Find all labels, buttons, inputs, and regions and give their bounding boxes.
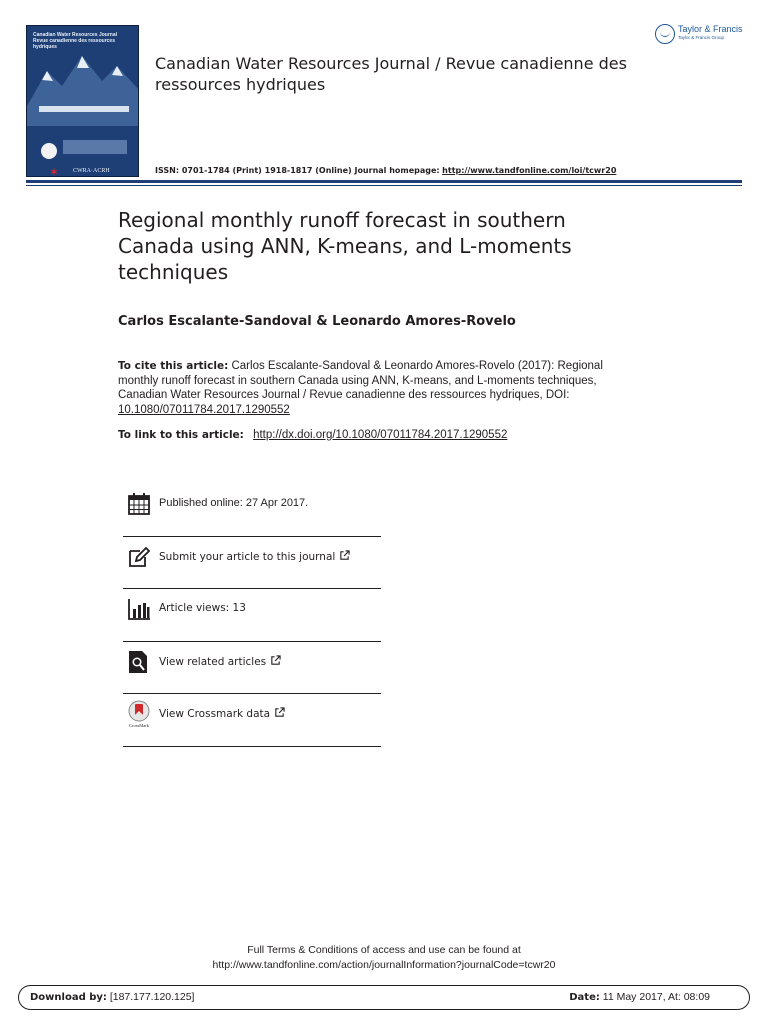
download-info-bar xyxy=(18,985,750,1010)
download-date xyxy=(569,991,710,1003)
date-value: 11 May 2017, At: 08:09 xyxy=(602,991,710,1003)
issn-line xyxy=(155,166,616,175)
publisher-group: Taylor & Francis Group xyxy=(678,35,725,40)
header-divider-thin xyxy=(26,185,742,186)
crossmark-row[interactable] xyxy=(123,694,381,747)
calendar-icon xyxy=(127,492,151,516)
search-document-icon xyxy=(127,650,151,674)
terms-notice xyxy=(0,943,768,973)
external-link-icon xyxy=(339,550,350,561)
submit-article-row[interactable] xyxy=(123,537,381,590)
taylor-francis-logo[interactable] xyxy=(655,22,750,48)
article-title: Regional monthly runoff forecast in southern Canada using ANN, K-means, and L-moments techniques xyxy=(118,208,572,284)
journal-homepage-link[interactable]: http://www.tandfonline.com/loi/tcwr20 xyxy=(442,166,617,175)
citation-text: Carlos Escalante-Sandoval & Leonardo Amores-Rovelo (2017): Regional monthly runoff forecast in southern Canada using ANN, K-means, and L-moments techniques, Canadian Water Resources Journal / Revue canadienne des ressources hydriques, DOI: xyxy=(118,360,603,401)
cover-box xyxy=(63,140,127,154)
terms-url[interactable]: http://www.tandfonline.com/action/journalInformation?journalCode=tcwr20 xyxy=(212,959,556,971)
external-link-icon xyxy=(274,707,285,718)
citation-label: To cite this article: xyxy=(118,360,229,372)
article-views-count: Article views: 13 xyxy=(159,602,246,614)
svg-text:CrossMark: CrossMark xyxy=(129,723,149,728)
published-date: Published online: 27 Apr 2017. xyxy=(159,497,309,509)
issn-text: ISSN: 0701-1784 (Print) 1918-1817 (Online) Journal homepage: xyxy=(155,166,440,175)
crossmark-link[interactable]: View Crossmark data xyxy=(159,707,285,720)
related-articles-link[interactable]: View related articles xyxy=(159,655,281,668)
maple-leaf-icon: ✶ xyxy=(49,165,60,177)
published-row xyxy=(123,484,381,537)
cover-issue-band xyxy=(39,106,129,112)
crossmark-icon xyxy=(127,700,151,728)
cover-badge xyxy=(41,143,57,159)
date-label: Date: xyxy=(569,992,600,1003)
bar-chart-icon xyxy=(127,597,151,621)
header-divider xyxy=(26,180,742,183)
related-articles-row[interactable] xyxy=(123,642,381,695)
journal-title[interactable]: Canadian Water Resources Journal / Revue canadienne des ressources hydriques xyxy=(155,54,627,94)
submit-article-link[interactable]: Submit your article to this journal xyxy=(159,550,350,563)
article-link-line xyxy=(118,429,507,441)
external-link-icon xyxy=(270,655,281,666)
article-authors: Carlos Escalante-Sandoval & Leonardo Amores-Rovelo xyxy=(118,314,516,329)
terms-text: Full Terms & Conditions of access and use can be found at xyxy=(247,944,521,956)
download-label: Download by: xyxy=(30,992,107,1003)
link-label: To link to this article: xyxy=(118,429,244,441)
download-ip: [187.177.120.125] xyxy=(109,991,195,1003)
cover-logo: CWRA·ACRH xyxy=(73,168,110,174)
edit-icon xyxy=(127,545,151,569)
journal-cover-image xyxy=(26,25,139,177)
cover-mountain-graphic xyxy=(27,46,139,126)
publisher-name: Taylor & Francis xyxy=(678,24,743,34)
cover-title: Canadian Water Resources Journal Revue canadienne des ressources hydriques xyxy=(33,32,118,50)
article-info-list xyxy=(123,484,381,747)
article-doi-link[interactable]: http://dx.doi.org/10.1080/07011784.2017.1290552 xyxy=(253,429,508,441)
download-by xyxy=(30,991,194,1003)
publisher-logo-icon xyxy=(655,24,675,44)
citation-doi-link[interactable]: 10.1080/07011784.2017.1290552 xyxy=(118,403,290,416)
citation-block xyxy=(118,359,638,417)
article-views-row xyxy=(123,589,381,642)
